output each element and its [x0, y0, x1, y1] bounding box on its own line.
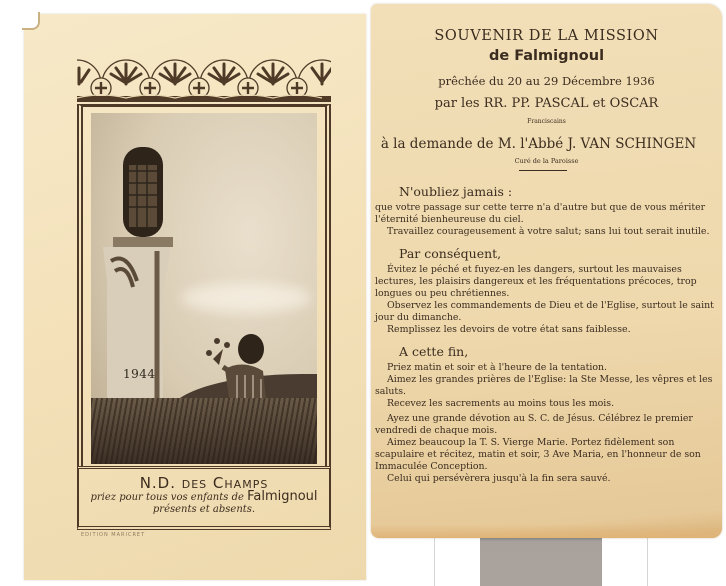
folded-corner [22, 12, 40, 30]
caption-title: N.D. des Champs [139, 474, 269, 492]
caption-line-1 [79, 491, 329, 504]
holy-card-front [24, 14, 366, 580]
holy-card-back [371, 4, 722, 538]
photo-frame [77, 104, 331, 466]
role-label: Curé de la Paroisse [514, 157, 579, 165]
paragraph: Remplissez les devoirs de votre état sans faiblesse. [387, 324, 631, 335]
edition-label: EDITION MARICRET [81, 532, 146, 538]
paragraph: Travaillez courageusement à votre salut; sans lui tout serait inutile. [387, 226, 710, 237]
preachers: par les RR. PP. PASCAL et OSCAR [434, 96, 659, 111]
caption-box [77, 466, 331, 530]
caption-place: Falmignoul [247, 489, 318, 504]
divider [519, 170, 567, 171]
paragraph: Ayez une grande dévotion au S. C. de Jésus. Célébrez le premier vendredi de chaque mois. [375, 413, 693, 436]
section-heading: Par conséquent, [399, 246, 502, 261]
paragraph: Observez les commandements de Dieu et de l'Eglise, surtout le saint jour du dimanche. [375, 300, 714, 323]
section-heading: N'oubliez jamais : [399, 184, 513, 199]
section-heading: A cette fin, [399, 344, 469, 359]
order-label: Franciscains [527, 118, 566, 125]
worn-edge [371, 524, 722, 538]
paragraph: Aimez les grandes prières de l'Eglise: la Ste Messe, les vêpres et les saluts. [375, 374, 713, 397]
paragraph: Priez matin et soir et à l'heure de la tentation. [387, 362, 608, 373]
paragraph: Celui qui persévèrera jusqu'à la fin sera sauvé. [387, 473, 611, 484]
paragraph: Recevez les sacrements au moins tous les mois. [387, 398, 615, 409]
request-line: à la demande de M. l'Abbé J. VAN SCHINGEN [380, 136, 697, 152]
pillar-year: 1944 [123, 367, 156, 381]
preached-dates: prêchée du 20 au 29 Décembre 1936 [438, 74, 655, 88]
paragraph: que votre passage sur cette terre n'a d'autre but que de vous mériter l'éternité bienheureuse du ciel. [375, 202, 706, 225]
caption-prayer: priez pour tous vos enfants de [90, 492, 244, 503]
shrine-pillar-icon [97, 141, 173, 441]
shrine-photo [91, 113, 317, 464]
paragraph: Aimez beaucoup la T. S. Vierge Marie. Portez fidèlement son scapulaire et récitez, matin et soir, 3 Ave Maria, en l'honneur de son Immaculée Conception. [375, 437, 701, 472]
exhortation-text [375, 182, 715, 485]
backdrop-line [647, 534, 648, 586]
backdrop-line [434, 534, 435, 586]
grass [91, 398, 317, 464]
paragraph: Évitez le péché et fuyez-en les dangers, surtout les mauvaises lectures, les plaisirs dangereux et les fréquentations précoces, trop longues ou peu chrétiennes. [375, 264, 697, 299]
title-line-1: SOUVENIR DE LA MISSION [434, 28, 659, 44]
caption-line-2: présents et absents. [152, 504, 256, 515]
wheat-cross-frieze-icon [77, 46, 331, 104]
title-line-2: de Falmignoul [488, 48, 605, 64]
backdrop-stand [480, 532, 602, 586]
